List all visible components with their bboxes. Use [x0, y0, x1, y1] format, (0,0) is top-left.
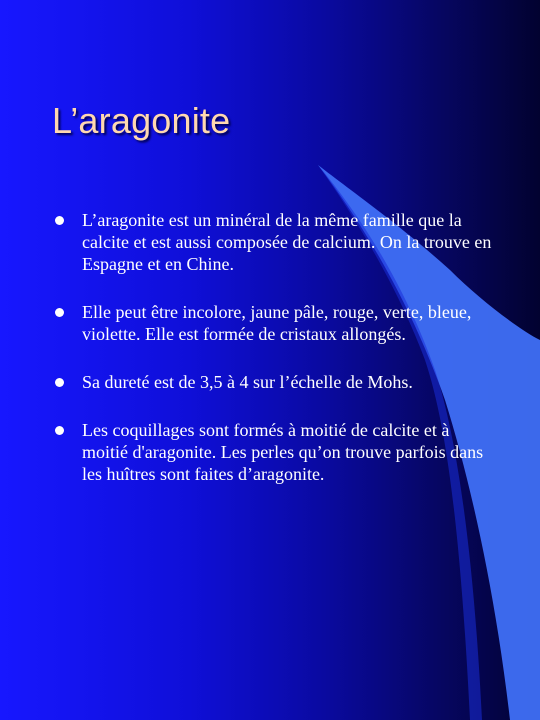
bullet-item	[52, 371, 492, 393]
bullet-list	[52, 209, 492, 511]
bullet-dot-icon	[55, 378, 64, 387]
bullet-text: Sa dureté est de 3,5 à 4 sur l’échelle de Mohs.	[82, 372, 413, 392]
bullet-item	[52, 209, 492, 275]
slide-title: L’aragonite	[52, 100, 231, 141]
bullet-text: Les coquillages sont formés à moitié de calcite et à moitié d'aragonite. Les perles qu’on trouve parfois dans les huîtres sont faites d’aragonite.	[82, 420, 484, 484]
bullet-text: Elle peut être incolore, jaune pâle, rouge, verte, bleue, violette. Elle est formée de cristaux allongés.	[82, 302, 472, 344]
bullet-item	[52, 419, 492, 485]
bullet-dot-icon	[55, 426, 64, 435]
bullet-item	[52, 301, 492, 345]
bullet-text: L’aragonite est un minéral de la même famille que la calcite et est aussi composée de calcium. On la trouve en Espagne et en Chine.	[82, 210, 492, 274]
bullet-dot-icon	[55, 216, 64, 225]
bullet-dot-icon	[55, 308, 64, 317]
